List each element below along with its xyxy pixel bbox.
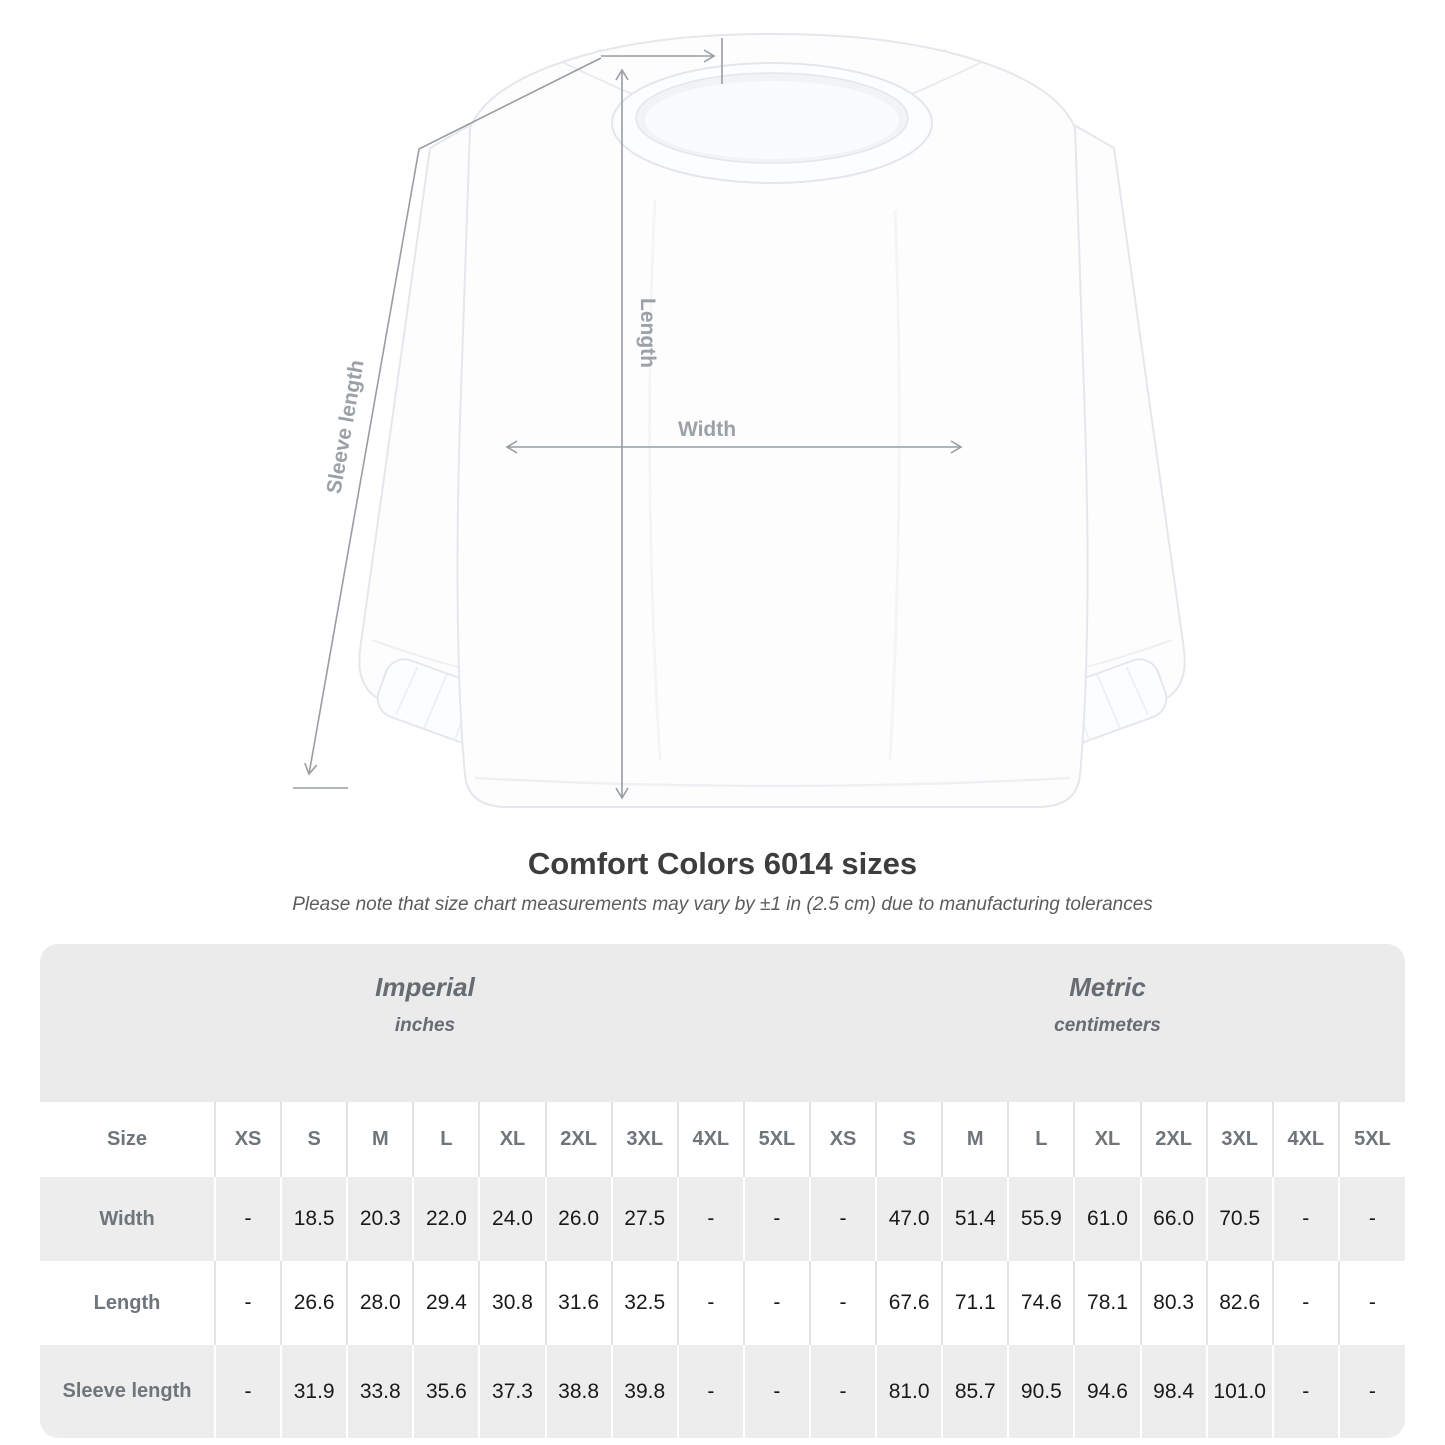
shirt-collar	[612, 63, 932, 183]
cell: 98.4	[1141, 1345, 1207, 1438]
column-header-imperial-m: M	[347, 1102, 413, 1177]
cell: -	[1339, 1261, 1405, 1345]
table-row-length	[40, 1261, 1405, 1345]
cell: 37.3	[479, 1345, 545, 1438]
cell: -	[744, 1261, 810, 1345]
cell: 26.0	[546, 1177, 612, 1261]
cell: 26.6	[281, 1261, 347, 1345]
column-header-metric-s: S	[876, 1102, 942, 1177]
cell: -	[215, 1261, 281, 1345]
cell: -	[744, 1177, 810, 1261]
cell: -	[810, 1261, 876, 1345]
page-title: Comfort Colors 6014 sizes	[527, 846, 918, 881]
cell: 90.5	[1008, 1345, 1074, 1438]
cell: 33.8	[347, 1345, 413, 1438]
cell: -	[1273, 1177, 1339, 1261]
cell: 24.0	[479, 1177, 545, 1261]
unit-group-header-row	[40, 944, 1405, 1102]
imperial-unit: inches	[394, 1015, 456, 1036]
row-label-width: Width	[99, 1207, 155, 1230]
column-header-imperial-s: S	[281, 1102, 347, 1177]
column-header-imperial-xl: XL	[479, 1102, 545, 1177]
cell: 28.0	[347, 1261, 413, 1345]
cell: 82.6	[1207, 1261, 1273, 1345]
cell: 32.5	[612, 1261, 678, 1345]
cell: -	[678, 1345, 744, 1438]
cell: 74.6	[1008, 1261, 1074, 1345]
metric-unit: centimeters	[1054, 1015, 1161, 1036]
cell: 101.0	[1207, 1345, 1273, 1438]
cell: -	[1339, 1177, 1405, 1261]
cell: -	[1273, 1345, 1339, 1438]
cell: 94.6	[1074, 1345, 1140, 1438]
column-header-imperial-2xl: 2XL	[546, 1102, 612, 1177]
row-label-sleeve-length: Sleeve length	[62, 1380, 192, 1402]
column-header-imperial-5xl: 5XL	[744, 1102, 810, 1177]
cell: 71.1	[942, 1261, 1008, 1345]
cell: 29.4	[413, 1261, 479, 1345]
column-header-imperial-xs: XS	[215, 1102, 281, 1177]
cell: 55.9	[1008, 1177, 1074, 1261]
cell: 80.3	[1141, 1261, 1207, 1345]
column-header-metric-4xl: 4XL	[1273, 1102, 1339, 1177]
cell: -	[678, 1177, 744, 1261]
cell: -	[744, 1345, 810, 1438]
cell: 70.5	[1207, 1177, 1273, 1261]
cell: -	[678, 1261, 744, 1345]
cell: 35.6	[413, 1345, 479, 1438]
column-header-imperial-4xl: 4XL	[678, 1102, 744, 1177]
cell: 38.8	[546, 1345, 612, 1438]
imperial-label: Imperial	[375, 972, 475, 1002]
column-header-metric-xl: XL	[1074, 1102, 1140, 1177]
size-header-row	[40, 1102, 1405, 1177]
sleeve-length-dimension-label: Sleeve length	[322, 358, 369, 496]
column-header-metric-5xl: 5XL	[1339, 1102, 1405, 1177]
cell: -	[215, 1345, 281, 1438]
cell: 81.0	[876, 1345, 942, 1438]
length-dimension-label: Length	[636, 298, 659, 368]
cell: 31.9	[281, 1345, 347, 1438]
metric-group-header	[810, 944, 1405, 1102]
cell: 51.4	[942, 1177, 1008, 1261]
cell: -	[810, 1177, 876, 1261]
cell: 18.5	[281, 1177, 347, 1261]
cell: 78.1	[1074, 1261, 1140, 1345]
cell: 85.7	[942, 1345, 1008, 1438]
cell: 67.6	[876, 1261, 942, 1345]
column-header-metric-3xl: 3XL	[1207, 1102, 1273, 1177]
cell: 47.0	[876, 1177, 942, 1261]
cell: 27.5	[612, 1177, 678, 1261]
width-dimension-label: Width	[677, 418, 737, 441]
cell: 20.3	[347, 1177, 413, 1261]
metric-label: Metric	[1069, 972, 1146, 1002]
cell: 30.8	[479, 1261, 545, 1345]
cell: -	[1273, 1261, 1339, 1345]
cell: 22.0	[413, 1177, 479, 1261]
column-header-imperial-l: L	[413, 1102, 479, 1177]
row-label-length: Length	[93, 1291, 161, 1314]
column-header-metric-m: M	[942, 1102, 1008, 1177]
cell: -	[1339, 1345, 1405, 1438]
cell: -	[215, 1177, 281, 1261]
tolerance-note: Please note that size chart measurements may vary by ±1 in (2.5 cm) due to manufacturing tolerances	[292, 894, 1153, 915]
cell: -	[810, 1345, 876, 1438]
cell: 31.6	[546, 1261, 612, 1345]
size-corner-label: Size	[40, 1102, 215, 1177]
column-header-imperial-3xl: 3XL	[612, 1102, 678, 1177]
cell: 39.8	[612, 1345, 678, 1438]
size-table	[40, 944, 1405, 1438]
column-header-metric-xs: XS	[810, 1102, 876, 1177]
column-header-metric-l: L	[1008, 1102, 1074, 1177]
cell: 61.0	[1074, 1177, 1140, 1261]
cell: 66.0	[1141, 1177, 1207, 1261]
table-row-width	[40, 1177, 1405, 1261]
column-header-metric-2xl: 2XL	[1141, 1102, 1207, 1177]
imperial-group-header	[40, 944, 810, 1102]
table-row-sleeve-length	[40, 1345, 1405, 1438]
